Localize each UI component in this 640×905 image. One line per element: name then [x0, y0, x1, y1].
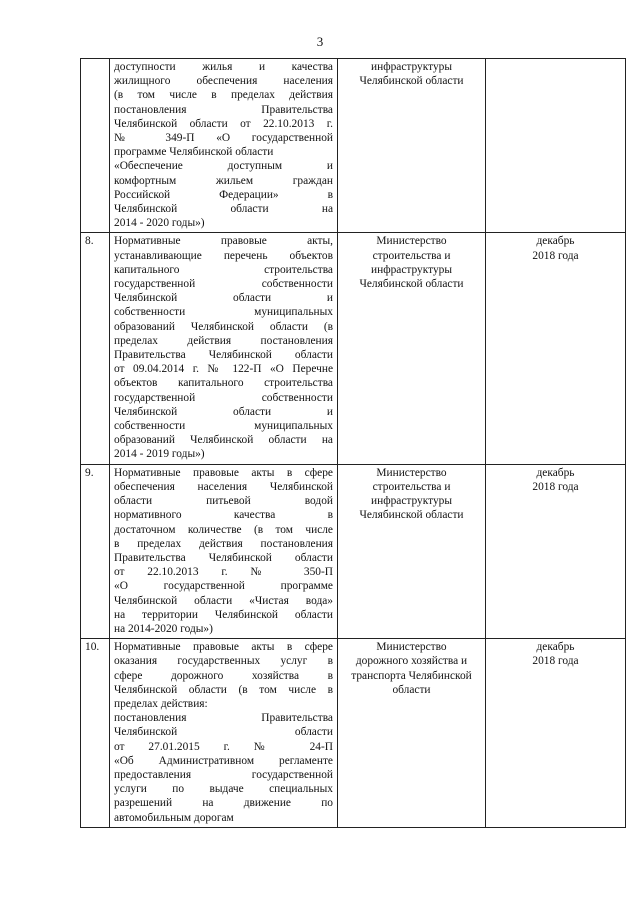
description-line: № 349-П «О государственной [114, 132, 333, 145]
table-row [81, 233, 626, 464]
description-line: Нормативные правовые акты в сфере [114, 466, 333, 479]
description-line: услуги по выдаче специальных [114, 783, 333, 796]
description-line: сфере дорожного хозяйства в [114, 669, 333, 682]
row-number: 8. [81, 233, 110, 464]
description-line: Челябинской области от 22.10.2013 г. [114, 117, 333, 130]
description-line: Челябинской области [114, 726, 333, 739]
table-row [81, 59, 626, 233]
description-line: Российской Федерации» в [114, 188, 333, 201]
responsible-line: Министерство [376, 641, 447, 654]
description-line: Челябинской области и [114, 405, 333, 418]
responsible-line: Челябинской области [359, 75, 464, 88]
deadline-line: декабрь [536, 235, 575, 248]
description-line: 2014 - 2020 годы») [114, 217, 205, 230]
description-line: доступности жилья и качества [114, 61, 333, 73]
description-line: Челябинской области «Чистая вода» [114, 594, 333, 607]
description-line: государственной собственности [114, 391, 333, 404]
responsible-line: транспорта Челябинской [351, 669, 472, 682]
description-line: капитального строительства [114, 263, 333, 276]
description-line: Правительства Челябинской области [114, 349, 333, 362]
row-deadline [486, 639, 626, 828]
row-responsible [338, 59, 486, 233]
row-description [110, 639, 338, 828]
row-responsible [338, 233, 486, 464]
row-number: 10. [81, 639, 110, 828]
responsible-line: Челябинской области [359, 278, 464, 291]
description-line: собственности муниципальных [114, 420, 333, 433]
description-line: 2014 - 2019 годы») [114, 448, 205, 461]
responsible-line: Челябинской области [359, 509, 464, 522]
description-line: разрешений на движение по [114, 797, 333, 810]
row-responsible [338, 639, 486, 828]
description-line: нормативного качества в [114, 509, 333, 522]
description-line: «Обеспечение доступным и [114, 160, 333, 173]
row-description [110, 464, 338, 638]
description-line: достаточном количестве (в том числе [114, 523, 333, 536]
row-number: 9. [81, 464, 110, 638]
row-responsible [338, 464, 486, 638]
description-line: (в том числе в пределах действия [114, 89, 333, 102]
responsible-line: инфраструктуры [371, 61, 452, 73]
description-line: «Об Административном регламенте [114, 754, 333, 767]
description-line: на территории Челябинской области [114, 608, 333, 621]
description-line: программе Челябинской области [114, 146, 274, 159]
row-number [81, 59, 110, 233]
description-line: от 22.10.2013 г. № 350-П [114, 566, 333, 579]
description-line: образований Челябинской области на [114, 434, 333, 447]
description-line: пределах действия: [114, 697, 208, 710]
description-line: «О государственной программе [114, 580, 333, 593]
description-line: пределах действия постановления [114, 334, 333, 347]
responsible-line: инфраструктуры [371, 263, 452, 276]
description-line: в пределах действия постановления [114, 537, 333, 550]
description-line: государственной собственности [114, 278, 333, 291]
deadline-line: декабрь [536, 641, 575, 654]
row-deadline [486, 233, 626, 464]
deadline-line: декабрь [536, 466, 575, 479]
description-line: от 27.01.2015 г. № 24-П [114, 740, 333, 753]
deadline-line: 2018 года [532, 655, 579, 668]
responsible-line: Министерство [376, 466, 447, 479]
table-row [81, 639, 626, 828]
description-line: Правительства Челябинской области [114, 551, 333, 564]
description-line: на 2014-2020 годы») [114, 622, 213, 635]
responsible-line: Министерство [376, 235, 447, 248]
responsible-line: инфраструктуры [371, 495, 452, 508]
description-line: собственности муниципальных [114, 306, 333, 319]
deadline-line: 2018 года [532, 249, 579, 262]
plan-table [80, 58, 626, 828]
description-line: Челябинской области на [114, 203, 333, 216]
responsible-line: дорожного хозяйства и [355, 655, 468, 668]
responsible-line: строительства и [372, 480, 451, 493]
description-line: жилищного обеспечения населения [114, 75, 333, 88]
description-line: образований Челябинской области (в [114, 320, 333, 333]
row-deadline [486, 464, 626, 638]
responsible-line: области [392, 683, 431, 696]
description-line: от 09.04.2014 г. № 122-П «О Перечне [114, 363, 333, 376]
description-line: Челябинской области (в том числе в [114, 683, 333, 696]
description-line: объектов капитального строительства [114, 377, 333, 390]
description-line: оказания государственных услуг в [114, 655, 333, 668]
description-line: Челябинской области и [114, 292, 333, 305]
description-line: постановления Правительства [114, 712, 333, 725]
deadline-line: 2018 года [532, 480, 579, 493]
description-line: комфортным жильем граждан [114, 174, 333, 187]
responsible-line: строительства и [372, 249, 451, 262]
row-description [110, 233, 338, 464]
description-line: Нормативные правовые акты в сфере [114, 641, 333, 654]
description-line: автомобильным дорогам [114, 811, 234, 824]
description-line: устанавливающие перечень объектов [114, 249, 333, 262]
row-deadline [486, 59, 626, 233]
description-line: предоставления государственной [114, 768, 333, 781]
table-row [81, 464, 626, 638]
description-line: постановления Правительства [114, 103, 333, 116]
plan-table-body [81, 59, 626, 828]
description-line: области питьевой водой [114, 495, 333, 508]
description-line: обеспечения населения Челябинской [114, 480, 333, 493]
description-line: Нормативные правовые акты, [114, 235, 333, 248]
row-description [110, 59, 338, 233]
page-number: 3 [316, 34, 324, 49]
